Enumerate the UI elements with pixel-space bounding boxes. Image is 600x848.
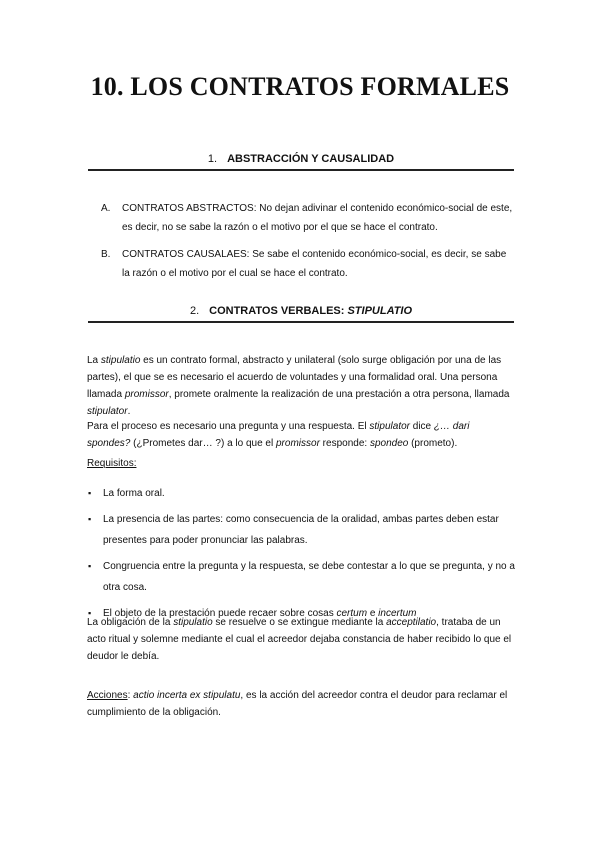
text-run: , es la acción del acreedor contra el deudor para reclamar el cumplimiento de la obligación.: [87, 690, 508, 718]
text-run: responde:: [319, 438, 370, 449]
section-number: 1.: [207, 153, 218, 165]
text-run: La: [87, 355, 101, 366]
text-run: , promete oralmente la realización de una prestación a otra persona, llamada: [168, 389, 510, 400]
list-item-text: La forma oral.: [103, 488, 165, 499]
text-run: .: [127, 406, 131, 417]
italic-term: stipulator: [369, 421, 410, 432]
italic-term: actio incerta ex stipulatu: [133, 690, 241, 701]
list-marker: B.: [101, 249, 111, 260]
list-item-text: La presencia de las partes: como consecuencia de la oralidad, ambas partes deben estar presentes para poder pronunciar las palabras.: [103, 514, 499, 546]
contract-types-list: [101, 199, 516, 283]
text-run: (¿Prometes dar… ?) a lo que el: [130, 438, 276, 449]
list-item-abstractos: [101, 199, 516, 237]
section-title: CONTRATOS VERBALES:: [209, 305, 348, 317]
italic-term: stipulatio: [173, 617, 213, 628]
text-run: se resuelve o se extingue mediante la: [212, 617, 387, 628]
list-item: [87, 556, 515, 598]
list-item-text: CONTRATOS ABSTRACTOS: No dejan adivinar el contenido económico-social de este, es decir, no se sabe la razón o el motivo por el que se hace el contrato.: [122, 203, 513, 233]
italic-term: promissor: [276, 438, 320, 449]
page-title: 10. LOS CONTRATOS FORMALES: [90, 72, 510, 101]
requisitos-heading: Requisitos:: [87, 458, 137, 469]
text-run: Para el proceso es necesario una pregunta y una respuesta. El: [87, 421, 370, 432]
list-item: [87, 509, 515, 551]
paragraph-stipulatio-process: [87, 418, 515, 452]
bullet-icon: ▪: [88, 608, 92, 618]
bullet-icon: ▪: [88, 514, 92, 524]
requisitos-list: [87, 483, 515, 629]
text-run: La obligación de la: [87, 617, 174, 628]
acciones-label: Acciones: [87, 690, 128, 701]
paragraph-stipulatio-definition: [87, 352, 515, 420]
paragraph-acceptilatio: [87, 614, 515, 665]
italic-term: stipulatio: [100, 355, 141, 366]
text-run: :: [127, 690, 134, 701]
list-item-text: Congruencia entre la pregunta y la respuesta, se debe contestar a lo que se pregunta, y no a otra cosa.: [103, 561, 515, 593]
section-title: ABSTRACCIÓN Y CAUSALIDAD: [227, 153, 395, 165]
text-run: dice: [409, 421, 434, 432]
section-heading-verbales: [88, 305, 514, 323]
bullet-icon: ▪: [88, 488, 92, 498]
italic-term: incertum: [378, 608, 417, 619]
text-run: es un contrato formal, abstracto y unilateral (solo surge obligación por una de las partes), el que se es necesario el acuerdo de voluntades y una formalidad oral. Una persona llamada: [87, 355, 502, 400]
section-title-italic: STIPULATIO: [347, 305, 413, 317]
text-run: (prometo).: [408, 438, 458, 449]
paragraph-acciones: [87, 687, 515, 721]
italic-term: promissor: [124, 389, 169, 400]
section-number: 2.: [189, 305, 200, 317]
italic-term: spondeo: [369, 438, 409, 449]
text-run: El objeto de la prestación puede recaer sobre cosas: [103, 608, 337, 619]
list-marker: A.: [101, 203, 111, 214]
italic-term: acceptilatio: [386, 617, 437, 628]
italic-term: ¿… dari spondes?: [87, 421, 470, 449]
bullet-icon: ▪: [88, 561, 92, 571]
italic-term: stipulator: [87, 406, 128, 417]
list-item-text: CONTRATOS CAUSALAES: Se sabe el contenido económico-social, es decir, se sabe la razón o el motivo por el cual se hace el contrato.: [122, 249, 507, 279]
text-run: e: [367, 608, 379, 619]
list-item-causales: [101, 245, 516, 283]
section-heading-abstraccion: [88, 153, 514, 171]
italic-term: certum: [336, 608, 368, 619]
text-run: , trataba de un acto ritual y solemne mediante el cual el acreedor dejaba constancia de haber recibido lo que el deudor le debía.: [87, 617, 512, 662]
list-item: [87, 483, 515, 504]
